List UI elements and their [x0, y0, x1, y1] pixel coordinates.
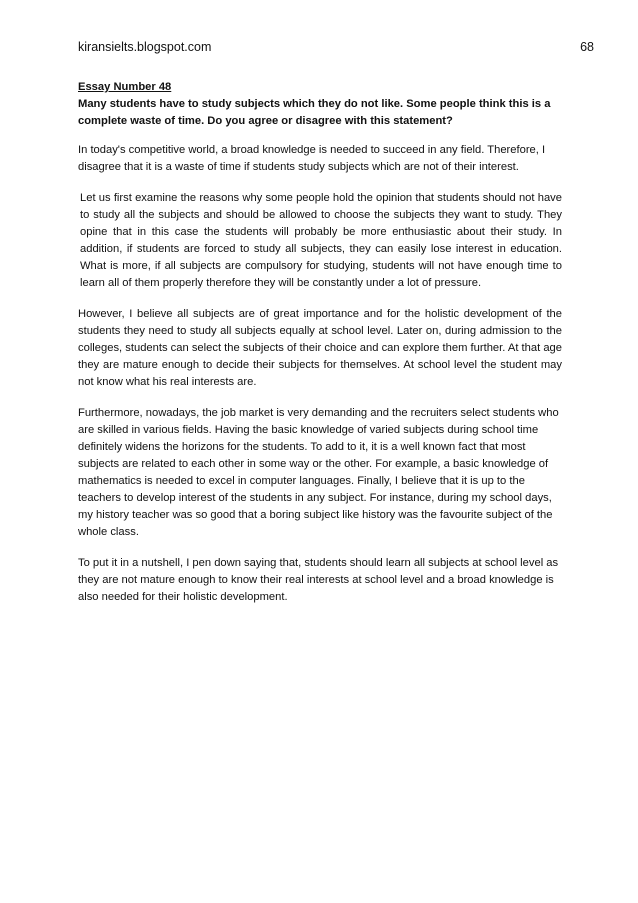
essay-body — [78, 79, 562, 620]
body-paragraph-2: However, I believe all subjects are of great importance and for the holistic development of the students they need to study all subjects equally at school level. Later on, during admission to the colleges, students can select the subjects of their choice and can explore them further. At that age they are mature enough to decide their subjects for themselves. At school level the student may not know what his real interests are. — [78, 308, 562, 388]
introduction-paragraph: In today's competitive world, a broad knowledge is needed to succeed in any field. Therefore, I disagree that it is a waste of time if students study subjects which are not of their interest. — [78, 144, 546, 173]
body-paragraph-1: Let us first examine the reasons why some people hold the opinion that students should not have to study all the subjects and should be allowed to choose the subjects they want to study. They opine that in this case the students will probably be more enthusiastic about their study. In addition, if students are forced to study all subjects, they can easily lose interest in education. What is more, if all subjects are compulsory for studying, students will not have enough time to learn all of them properly therefore they will be constantly under a lot of pressure. — [80, 192, 562, 289]
site-url: kiransielts.blogspot.com — [78, 40, 212, 54]
essay-number: Essay Number 48 — [78, 81, 172, 93]
page-number: 68 — [580, 40, 594, 54]
page-header — [78, 40, 594, 56]
conclusion-paragraph: To put it in a nutshell, I pen down saying that, students should learn all subjects at school level as they are not mature enough to know their real interests at school level and a broad knowledge is also needed for their holistic development. — [78, 557, 559, 603]
body-paragraph-3: Furthermore, nowadays, the job market is very demanding and the recruiters select students who are skilled in various fields. Having the basic knowledge of varied subjects during school time definitely widens the horizons for the students. To add to it, it is a well known fact that most subjects are related to each other in some way or the other. For example, a basic knowledge of mathematics is needed to excel in computer languages. Finally, I believe that it is up to the teachers to develop interest of the students in any subject. For instance, during my school days, my history teacher was so good that a boring subject like history was the favourite subject of the whole class. — [78, 407, 559, 538]
essay-question: Many students have to study subjects which they do not like. Some people think this is a complete waste of time. Do you agree or disagree with this statement? — [78, 98, 551, 127]
